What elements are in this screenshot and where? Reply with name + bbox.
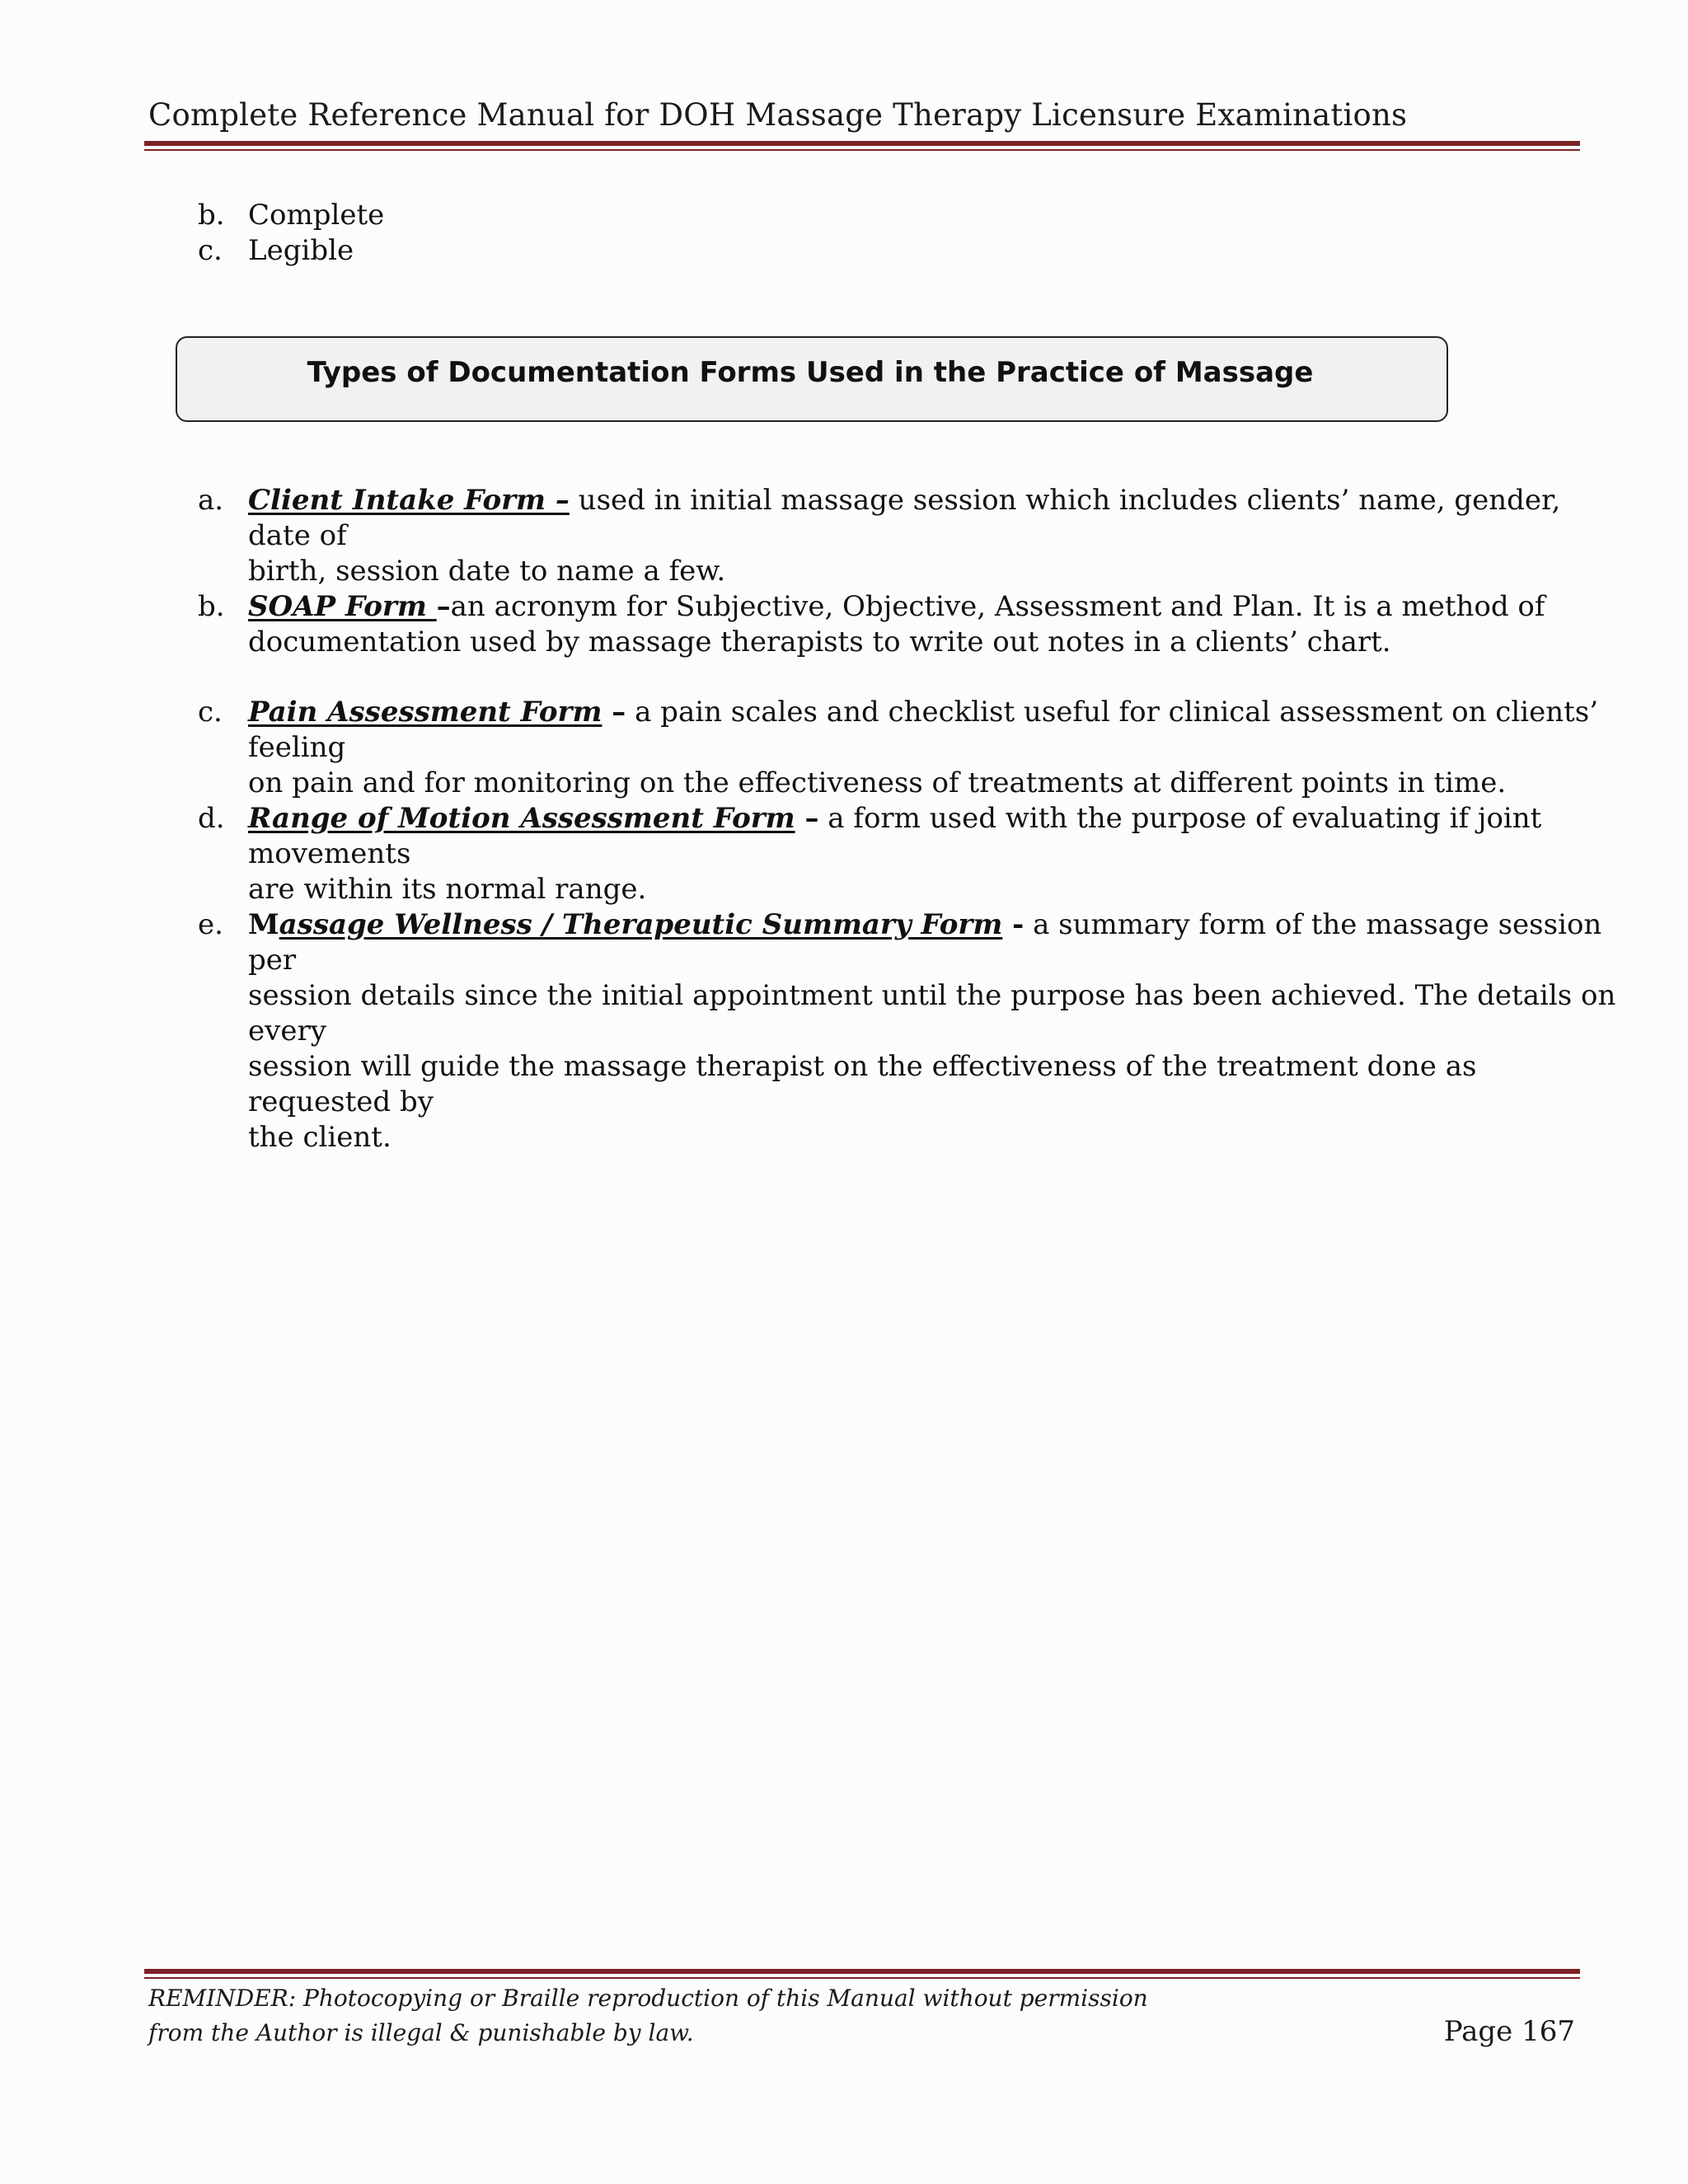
footer-reminder-line: from the Author is illegal & punishable by law. xyxy=(148,2019,694,2046)
item-body xyxy=(248,695,1616,801)
item-term: Pain Assessment Form xyxy=(248,696,603,729)
item-body xyxy=(248,801,1616,907)
item-separator: – xyxy=(436,590,451,623)
list-marker: d. xyxy=(198,802,225,835)
footer-reminder-line: REMINDER: Photocopying or Braille reproduction of this Manual without permission xyxy=(148,1985,1148,2012)
footer-rule-thick xyxy=(144,1969,1580,1974)
header-rule-thin xyxy=(144,149,1580,151)
item-term: Range of Motion Assessment Form xyxy=(248,802,795,835)
item-separator: - xyxy=(1002,908,1025,941)
item-description-line: documentation used by massage therapists to write out notes in a clients’ chart. xyxy=(248,626,1391,658)
list-marker: b. xyxy=(198,199,225,232)
item-description-line: a pain scales and checklist useful for clinical assessment on clients’ feeling xyxy=(248,696,1599,764)
item-term: Client Intake Form – xyxy=(248,484,570,517)
list-marker: b. xyxy=(198,590,225,623)
item-term-prefix: M xyxy=(248,908,279,941)
section-heading: Types of Documentation Forms Used in the Practice of Massage xyxy=(307,356,1314,389)
item-description-line: are within its normal range. xyxy=(248,873,647,906)
section-heading-box xyxy=(176,336,1448,422)
running-header-title: Complete Reference Manual for DOH Massage Therapy Licensure Examinations xyxy=(148,97,1408,133)
list-item-text: Legible xyxy=(248,234,354,267)
item-description-line: a form used with the purpose of evaluating if joint movements xyxy=(248,802,1542,870)
list-marker: c. xyxy=(198,234,223,267)
item-body xyxy=(248,483,1616,589)
item-separator: – xyxy=(602,696,626,729)
item-separator: – xyxy=(795,802,819,835)
item-body xyxy=(248,907,1616,1155)
list-marker: e. xyxy=(198,908,223,941)
item-description-line: a summary form of the massage session per xyxy=(248,908,1602,977)
list-marker: a. xyxy=(198,484,224,517)
item-description-line: session details since the initial appointment until the purpose has been achieved. The details on every xyxy=(248,979,1616,1047)
item-term: assage Wellness / Therapeutic Summary Form xyxy=(279,908,1003,941)
item-description-line: an acronym for Subjective, Objective, Assessment and Plan. It is a method of xyxy=(450,590,1545,623)
item-description-line: session will guide the massage therapist on the effectiveness of the treatment done as requested by xyxy=(248,1050,1477,1118)
list-marker: c. xyxy=(198,696,223,729)
item-description-line: birth, session date to name a few. xyxy=(248,555,726,588)
item-body xyxy=(248,589,1616,660)
footer-rule-thin xyxy=(144,1977,1580,1979)
header-rule-thick xyxy=(144,141,1580,146)
item-term: SOAP Form xyxy=(248,590,437,623)
item-description-line: the client. xyxy=(248,1121,392,1154)
page-number: Page 167 xyxy=(1443,2015,1575,2048)
list-item-text: Complete xyxy=(248,199,385,232)
item-description-line: used in initial massage session which includes clients’ name, gender, date of xyxy=(248,484,1561,552)
item-description-line: on pain and for monitoring on the effectiveness of treatments at different points in time. xyxy=(248,766,1507,799)
